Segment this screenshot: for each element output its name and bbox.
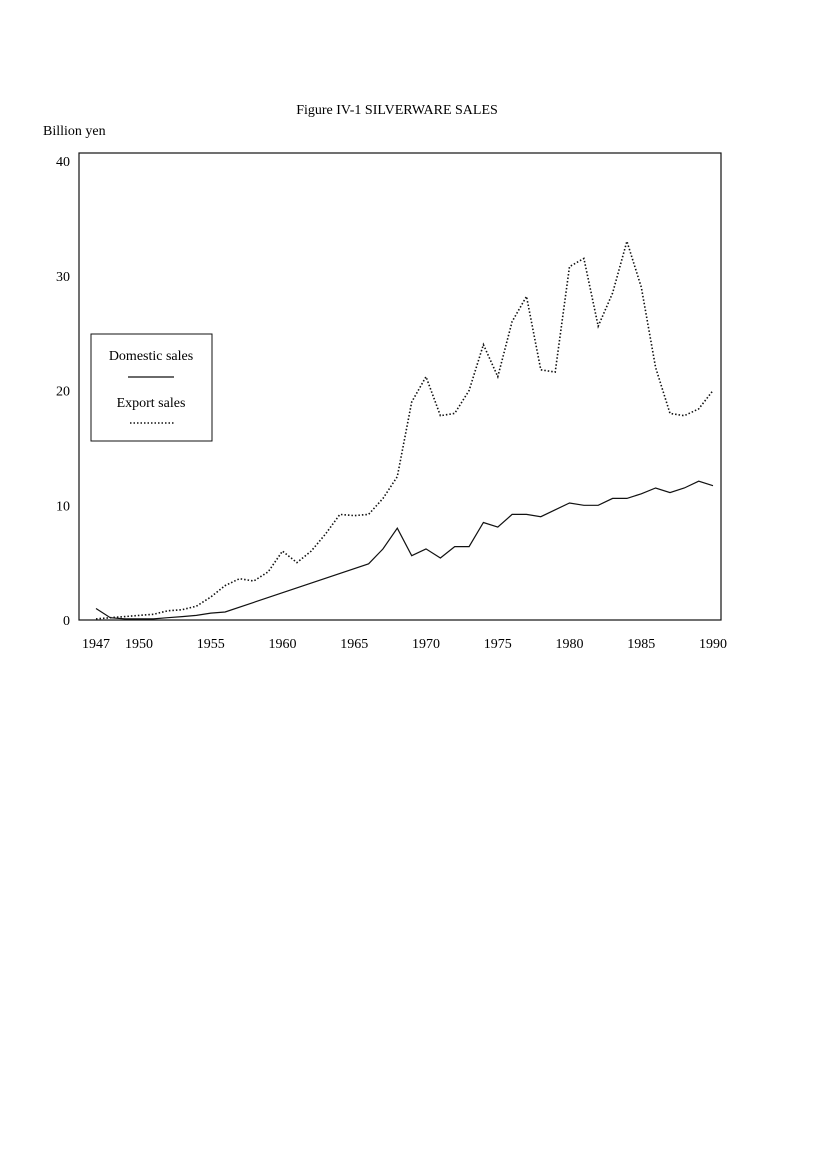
x-tick-label: 1990 xyxy=(699,637,727,652)
x-tick-labels xyxy=(82,637,727,652)
legend-label-export: Export sales xyxy=(116,396,186,411)
legend-label-domestic: Domestic sales xyxy=(108,349,194,364)
y-tick-labels xyxy=(56,155,70,629)
x-tick-label: 1950 xyxy=(125,637,154,652)
y-tick-label: 30 xyxy=(56,269,70,285)
y-axis-label: Billion yen xyxy=(43,124,106,139)
x-tick-label: 1975 xyxy=(483,637,512,652)
y-tick-label: 10 xyxy=(56,499,70,515)
x-tick-label: 1980 xyxy=(555,637,584,652)
legend xyxy=(91,334,212,441)
domestic-sales-line xyxy=(96,481,713,619)
x-tick-label: 1955 xyxy=(196,637,225,652)
chart-title: Figure IV-1 SILVERWARE SALES xyxy=(296,103,498,118)
x-tick-label: 1947 xyxy=(82,637,110,652)
y-tick-label: 20 xyxy=(56,384,70,400)
x-tick-label: 1965 xyxy=(340,637,369,652)
x-tick-label: 1960 xyxy=(268,637,297,652)
y-tick-label: 0 xyxy=(63,614,70,629)
x-tick-label: 1970 xyxy=(412,637,441,652)
x-tick-label: 1985 xyxy=(627,637,656,652)
y-tick-label: 40 xyxy=(56,155,70,170)
